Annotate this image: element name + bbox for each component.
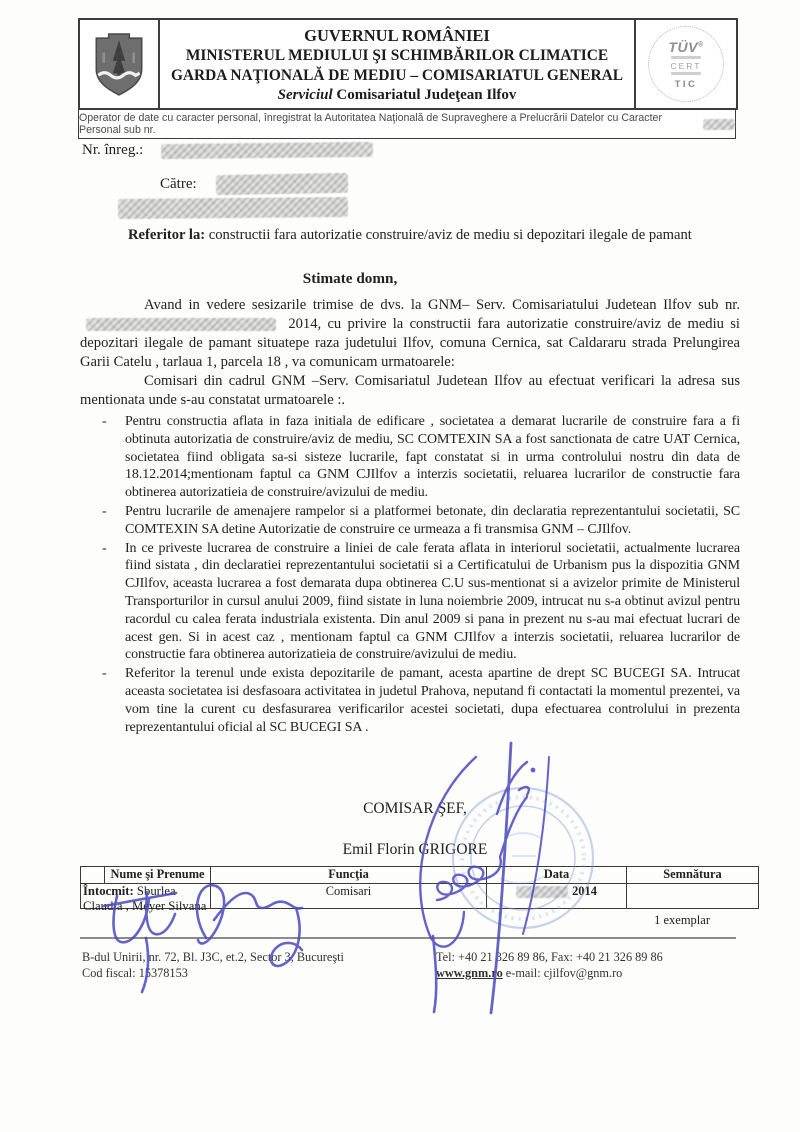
role-cell: Comisari (211, 884, 487, 909)
agency-title: GARDA NAŢIONALĂ DE MEDIU – COMISARIATUL GENERAL (170, 66, 624, 84)
ministry-title: MINISTERUL MEDIULUI ŞI SCHIMBĂRILOR CLIMATICE (185, 47, 609, 65)
signoff-name: Emil Florin GRIGORE (342, 841, 488, 858)
redacted-registration-number (161, 142, 373, 159)
data-operator-strip (78, 109, 736, 139)
finding-item: - In ce priveste lucrarea de construire a liniei de cale ferata aflata in interiorul societatii, actualmente lucrarea fiind sistata , din declaratiei reprezentantului societatii si a Certificatului de Urbanism pus la dispozitia GNM CJIlfov, aceasta lucrarea a fost demarata dupa obtinerea C.U sus-mentionat si a avizelor primite de Ministerul Transporturilor in cursul anului 2009, fiind sistate in luna noiembrie 2009, intrucat nu s-a obtinut avizul pentru racordul cu calea ferata industriala existenta. Din anul 2009 si pana in prezent nu s-au mai efectuat lucrari de acest gen. Si in acest caz , mentionam faptul ca GNM CJIlfov a interzis societatii, reluarea lucrarilor de constructie fara obtinerea autorizatieia de construire/avizului de mediu. (80, 540, 740, 665)
subject-label: Referitor la: (128, 227, 206, 243)
tuv-cert-seal-icon (648, 26, 724, 102)
footer-address (82, 949, 344, 981)
redacted-addressee-2 (118, 197, 348, 219)
government-title: GUVERNUL ROMÂNIEI (304, 26, 490, 45)
service-word: Serviciul (277, 86, 333, 103)
paragraph-2: Comisari din cadrul GNM –Serv. Comisariatul Judetean Ilfov au efectuat verificari la adresa sus mentionata unde s-au constatat urmatoarele :. (80, 373, 740, 408)
table-row (81, 884, 759, 909)
salutation: Stimate domn, (302, 270, 398, 287)
header-empty-cell (81, 867, 105, 884)
coat-of-arms-cell (80, 20, 160, 108)
tuv-brand: TÜV® (668, 38, 704, 55)
footer-contact (436, 949, 663, 981)
tuv-bar (671, 56, 701, 59)
service-title (160, 86, 634, 105)
table-header-row (81, 867, 759, 884)
finding-item: - Pentru lucrarile de amenajere rampelor si a platformei betonate, din declaratia reprezentantului societatii, SC COMTEXIN SA detine Autorizatie de construire ce urmeaza a fi transmisa GNM – CJIlfov. (80, 503, 740, 539)
tuv-bar (671, 72, 701, 75)
subject-line (128, 227, 743, 244)
signoff-title: COMISAR ŞEF, (363, 800, 467, 817)
tuv-cell (634, 20, 736, 108)
coat-of-arms-icon (94, 32, 144, 96)
tuv-tic-label: TIC (674, 78, 698, 90)
findings-list (80, 413, 740, 736)
prepared-by-cell (81, 884, 211, 913)
paragraph-1-text-b: 2014, cu privire la constructii fara autorizatie construire/aviz de mediu si depozitari ilegale de pamant situatepe raza judetului Ilfov, comuna Cernica, sat Caldararu strada Prelungirea Garii Catelu , tarlaua 1, parcela 18 , va comunicam urmatoarele: (80, 316, 740, 370)
letterhead-box (78, 18, 738, 110)
footer-address-line1: B-dul Unirii, nr. 72, Bl. J3C, et.2, Sector 3, Bucureşti (82, 950, 344, 964)
prepared-by-names: Sburlea Claudia , Meyer Silvana (83, 884, 207, 913)
header-date: Data (487, 867, 627, 884)
redacted-complaint-number (86, 318, 276, 331)
tuv-cert-label: CERT (670, 60, 702, 71)
operator-text: Operator de date cu caracter personal, înregistrat la Autoritatea Naţională de Supraveghere a Prelucrării Datelor cu Caracter Personal sub nr. (79, 112, 662, 136)
footer-website-link: www.gnm.ro (436, 966, 503, 980)
letter-body (80, 296, 740, 737)
prepared-by-label: Întocmit: (83, 884, 134, 898)
signature-cell (627, 884, 759, 909)
header-signature: Semnătura (627, 867, 759, 884)
redacted-addressee-1 (216, 173, 348, 195)
finding-item: - Referitor la terenul unde exista depozitarile de pamant, acesta apartine de drept SC BUCEGI SA. Intrucat aceasta societatea isi desfasoara activitatea in judetul Prahova, neputand fi contactati la momentul prezentei, va vom tine la curent cu desfasurarea verificarilor acestei societati, dupa efectuarea controlului in prezenta reprezentantului oficial al SC BUCEGI SA . (80, 665, 740, 736)
paragraph-1 (80, 296, 740, 372)
footer-address-line2: Cod fiscal: 15378153 (82, 966, 188, 980)
redacted-operator-number (703, 119, 735, 130)
footer-phone: Tel: +40 21 326 89 86, Fax: +40 21 326 89 86 (436, 950, 663, 964)
date-year: 2014 (572, 884, 597, 898)
redacted-date (516, 886, 568, 898)
addressee-label: Către: (160, 176, 197, 192)
header-role: Funcţia (211, 867, 487, 884)
registration-line (82, 142, 373, 159)
footer-divider (80, 937, 736, 939)
subject-text: constructii fara autorizatie construire/aviz de mediu si depozitari ilegale de pamant (208, 227, 692, 243)
footer-email: e-mail: cjilfov@gnm.ro (502, 966, 623, 980)
paragraph-1-text-a: Avand in vedere sesizarile trimise de dvs. la GNM– Serv. Comisariatului Judetean Ilfov sub nr. (144, 297, 740, 313)
prepared-by-table (80, 866, 759, 913)
header-name: Nume şi Prenume (105, 867, 211, 884)
finding-item: - Pentru constructia aflata in faza initiala de edificare , societatea a demarat lucrarile de construire fara a fi obtinuta autorizatia de construire/aviz de mediu, SC COMTEXIN SA a fost sanctionata de catre UAT Cernica, societatea fiind obligata sa-si sisteze lucrarile, fapt constatat si in urma controlului nostru din data de 18.12.2014;mentionam faptul ca GNM CJIlfov a interzis societatii, reluarea lucrarilor de constructie fara obtinerea autorizatieia de construire/avizului de mediu. (80, 413, 740, 502)
footer-web-email (436, 965, 663, 981)
registration-label: Nr. înreg.: (82, 142, 144, 158)
service-rest: Comisariatul Judeţean Ilfov (332, 86, 517, 103)
date-cell (487, 884, 627, 909)
copies-note: 1 exemplar (654, 913, 710, 927)
letterhead-titles (160, 20, 634, 108)
